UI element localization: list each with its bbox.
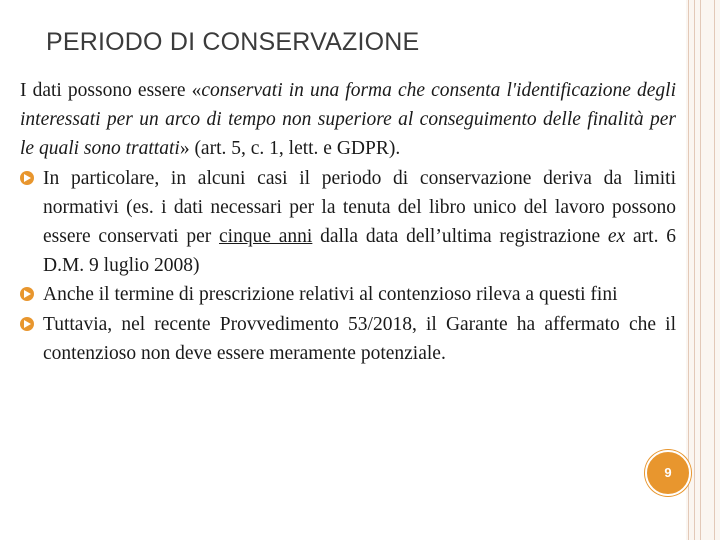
bullet-item-2: Anche il termine di prescrizione relativi al contenzioso rileva a questi fini <box>20 280 676 309</box>
slide-title: PERIODO DI CONSERVAZIONE <box>46 28 420 56</box>
slide-body <box>20 76 676 368</box>
bullet-arrow-icon <box>20 171 34 185</box>
intro-paragraph: I dati possono essere «conservati in una forma che consenta l'identificazione degli interessati per un arco di tempo non superiore al conseguimento delle finalità per le quali sono trattati» (art. 5, c. 1, lett. e GDPR). <box>20 80 676 160</box>
bullet-arrow-icon <box>20 287 34 301</box>
slide-frame-border <box>686 0 720 540</box>
bullet-arrow-icon <box>20 317 34 331</box>
page-number-badge: 9 <box>645 450 691 496</box>
quoted-text: conservati in una forma che consenta l'identificazione degli interessati per un arco di tempo non superiore al conseguimento delle finalità per le quali sono trattati <box>20 80 676 160</box>
bullet-item-3: Tuttavia, nel recente Provvedimento 53/2018, il Garante ha affermato che il contenzioso non deve essere meramente potenziale. <box>20 310 676 368</box>
bullet-item-1: In particolare, in alcuni casi il periodo di conservazione deriva da limiti normativi (es. i dati necessari per la tenuta del libro unico del lavoro possono essere conservati per cinque anni dalla data dell’ultima registrazione ex art. 6 D.M. 9 luglio 2008) <box>20 164 676 281</box>
underlined-text: cinque anni <box>219 226 313 248</box>
